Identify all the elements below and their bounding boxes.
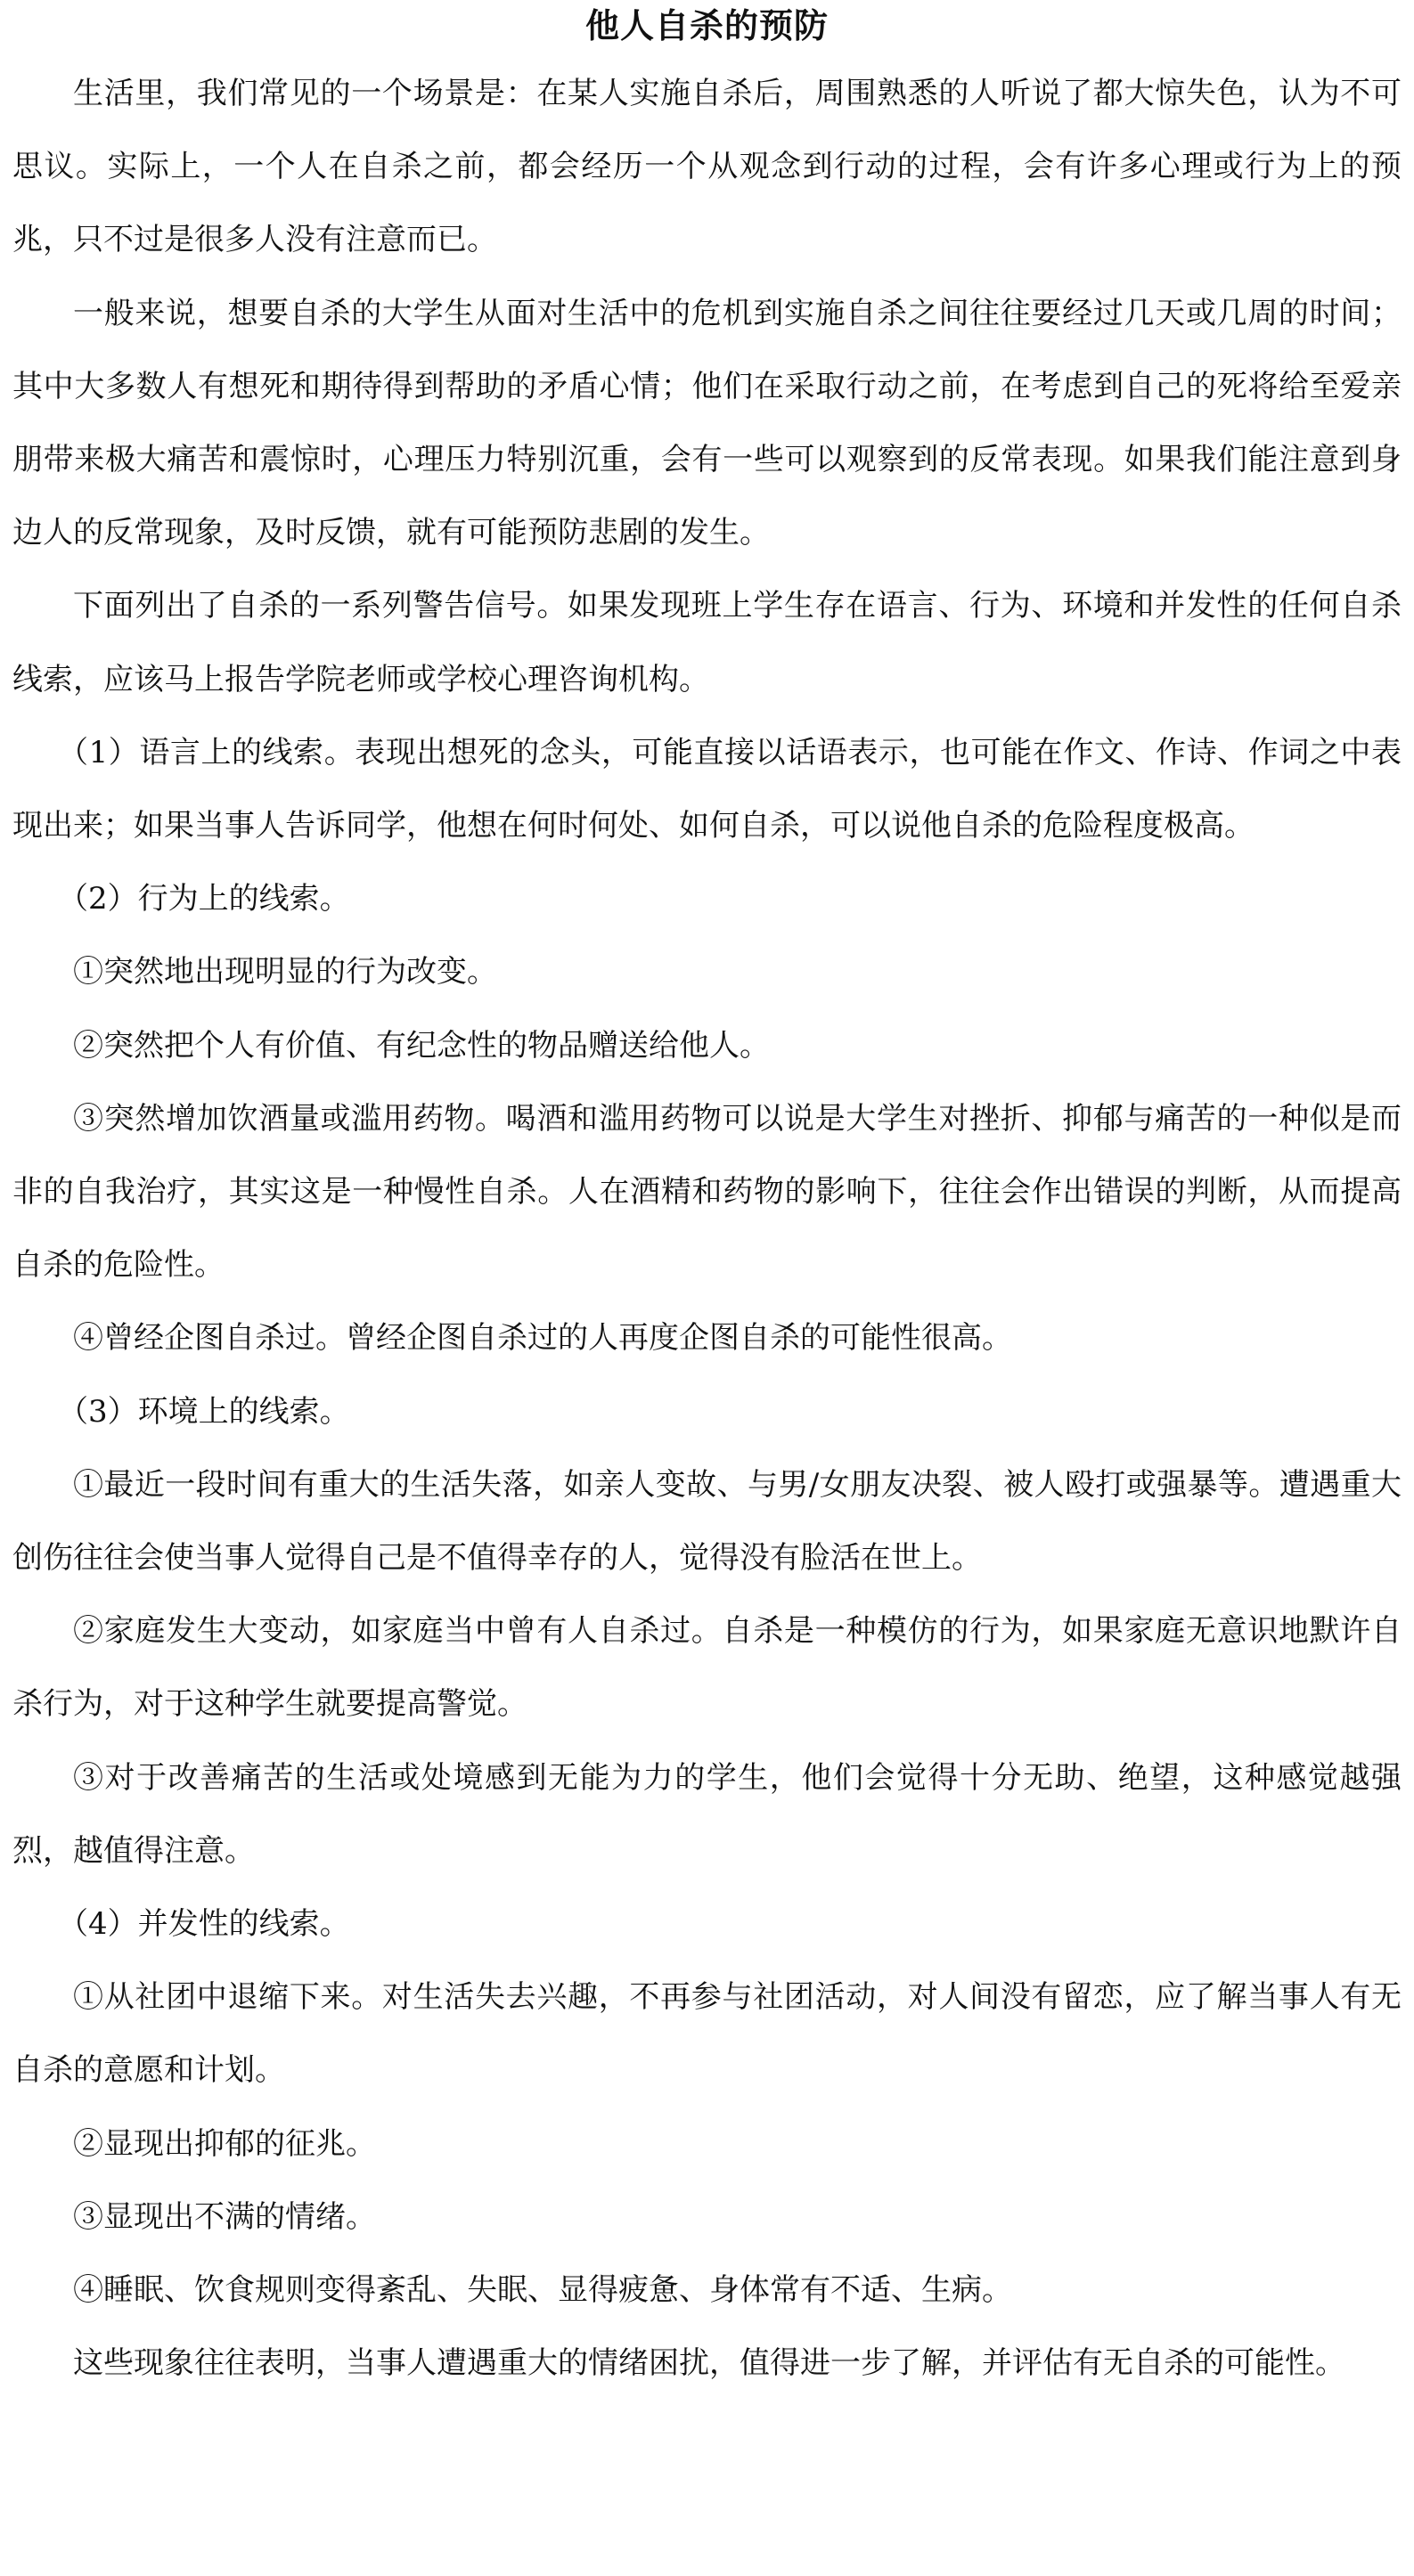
- list-item: ②显现出抑郁的征兆。: [73, 2125, 376, 2162]
- paragraph-intro: 生活里，我们常见的一个场景是：在某人实施自杀后，周围熟悉的人听说了都大惊失色，认为不可思议。实际上，一个人在自杀之前，都会经历一个从观念到行动的过程，会有许多心理或行为上的预兆，只不过是很多人没有注意而已。: [12, 76, 1402, 258]
- paragraph-conclusion: 这些现象往往表明，当事人遭遇重大的情绪困扰，值得进一步了解，并评估有无自杀的可能性。: [73, 2345, 1345, 2382]
- paragraph-general: 一般来说，想要自杀的大学生从面对生活中的危机到实施自杀之间往往要经过几天或几周的时间；其中大多数人有想死和期待得到帮助的矛盾心情；他们在采取行动之前，在考虑到自己的死将给至爱亲朋带来极大痛苦和震惊时，心理压力特别沉重，会有一些可以观察到的反常表现。如果我们能注意到身边人的反常现象，及时反馈，就有可能预防悲剧的发生。: [12, 295, 1402, 551]
- section-environment-clues-heading: （3）环境上的线索。: [58, 1393, 350, 1430]
- list-item: ④睡眠、饮食规则变得紊乱、失眠、显得疲惫、身体常有不适、生病。: [73, 2272, 1012, 2309]
- list-item: ③对于改善痛苦的生活或处境感到无能为力的学生，他们会觉得十分无助、绝望，这种感觉越强烈，越值得注意。: [12, 1759, 1402, 1869]
- section-behavior-clues-heading: （2）行为上的线索。: [58, 881, 350, 917]
- list-item: ②突然把个人有价值、有纪念性的物品赠送给他人。: [73, 1027, 770, 1064]
- document-title: 他人自杀的预防: [584, 5, 829, 45]
- section-language-clues: （1）语言上的线索。表现出想死的念头，可能直接以话语表示，也可能在作文、作诗、作词之中表现出来；如果当事人告诉同学，他想在何时何处、如何自杀，可以说他自杀的危险程度极高。: [12, 734, 1402, 844]
- list-item: ①突然地出现明显的行为改变。: [73, 954, 497, 990]
- list-item: ④曾经企图自杀过。曾经企图自杀过的人再度企图自杀的可能性很高。: [73, 1320, 1012, 1357]
- list-item: ②家庭发生大变动，如家庭当中曾有人自杀过。自杀是一种模仿的行为，如果家庭无意识地默许自杀行为，对于这种学生就要提高警觉。: [12, 1613, 1402, 1723]
- paragraph-warning-signals: 下面列出了自杀的一系列警告信号。如果发现班上学生存在语言、行为、环境和并发性的任何自杀线索，应该马上报告学院老师或学校心理咨询机构。: [12, 588, 1402, 697]
- list-item: ①从社团中退缩下来。对生活失去兴趣，不再参与社团活动，对人间没有留恋，应了解当事人有无自杀的意愿和计划。: [12, 1979, 1402, 2089]
- list-item: ③显现出不满的情绪。: [73, 2198, 376, 2235]
- section-concurrent-clues-heading: （4）并发性的线索。: [58, 1906, 350, 1943]
- list-item: ①最近一段时间有重大的生活失落，如亲人变故、与男/女朋友决裂、被人殴打或强暴等。遭遇重大创伤往往会使当事人觉得自己是不值得幸存的人，觉得没有脸活在世上。: [12, 1466, 1402, 1577]
- document-body: [12, 57, 1402, 2401]
- list-item: ③突然增加饮酒量或滥用药物。喝酒和滥用药物可以说是大学生对挫折、抑郁与痛苦的一种似是而非的自我治疗，其实这是一种慢性自杀。人在酒精和药物的影响下，往往会作出错误的判断，从而提高自杀的危险性。: [12, 1100, 1402, 1284]
